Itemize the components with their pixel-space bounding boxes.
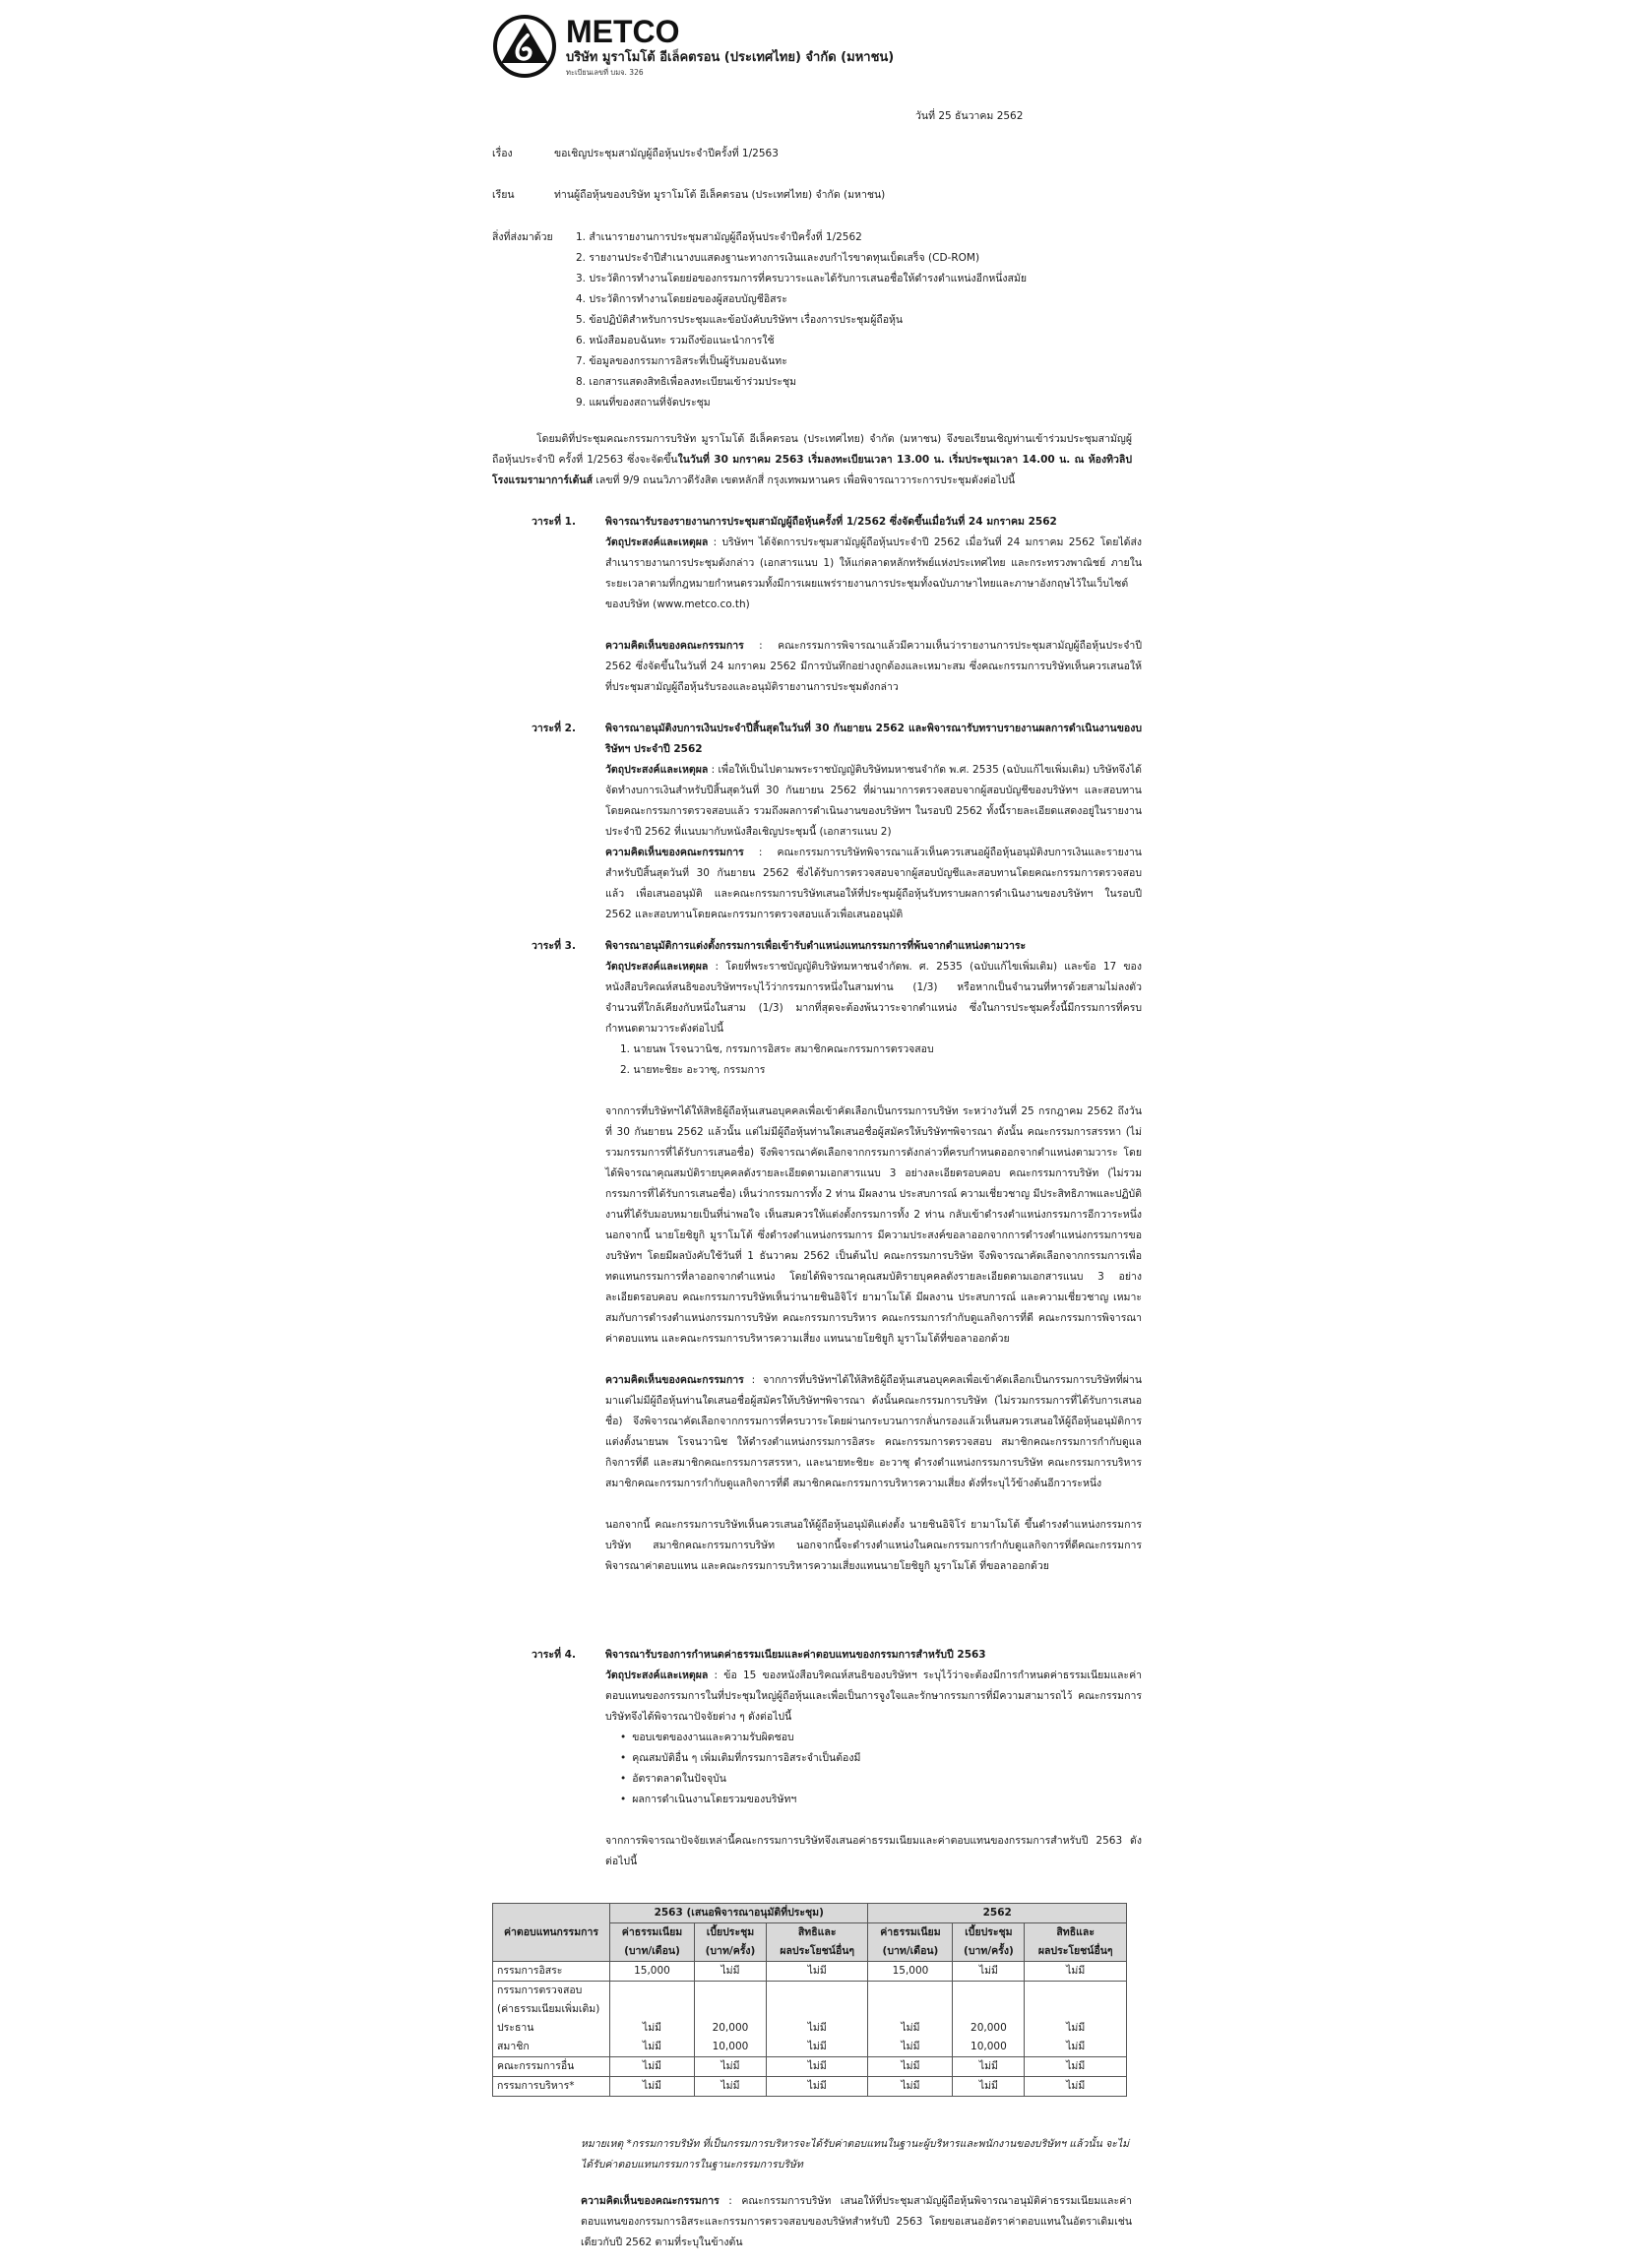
recipient-label: เรียน: [492, 189, 515, 201]
metco-logo-icon: [492, 14, 557, 79]
table-cell: ไม่มี: [694, 2077, 766, 2097]
table-row: [493, 2000, 1127, 2019]
agenda-opinion: [605, 1370, 1142, 1494]
table-cell: 15,000: [610, 1962, 695, 1982]
subject-label: เรื่อง: [492, 148, 513, 159]
agenda-title: พิจารณารับรองรายงานการประชุมสามัญผู้ถือหุ้นครั้งที่ 1/2562 ซึ่งจัดขึ้นเมื่อวันที่ 24 มกราคม 2562: [605, 516, 1057, 528]
enclosure-item: 1. สำเนารายงานการประชุมสามัญผู้ถือหุ้นประจำปีครั้งที่ 1/2562: [576, 231, 862, 243]
subject-value: ขอเชิญประชุมสามัญผู้ถือหุ้นประจำปีครั้งที่ 1/2563: [554, 148, 779, 159]
group-header-2562: 2562: [868, 1904, 1127, 1923]
column-header: สิทธิและ: [1025, 1923, 1127, 1943]
retiring-directors-list: [605, 1040, 1142, 1081]
enclosure-item: 7. ข้อมูลของกรรมการอิสระที่เป็นผู้รับมอบฉันทะ: [576, 355, 787, 367]
factor-item: • อัตราตลาดในปัจจุบัน: [620, 1769, 1142, 1790]
opinion-text: : คณะกรรมการบริษัทพิจารณาแล้วเห็นควรเสนอผู้ถือหุ้นอนุมัติงบการเงินและรายงานสำหรับปีสิ้นสุดวันที่ 30 กันยายน 2562 ซึ่งได้รับการตรวจสอบจากผู้สอบบัญชีและสอบทานโดยคณะกรรมการตรวจสอบแล้ว เพื่อเสนออนุมัติ และคณะกรรมการบริษัทเสนอให้ที่ประชุมผู้ถือหุ้นรับทราบผลการดำเนินงานของบริษัทฯ ในรอบปี 2562 และสอบทานโดยคณะกรรมการตรวจสอบแล้วเพื่อเสนออนุมัติ: [605, 847, 1142, 920]
table-cell: 20,000: [694, 2019, 766, 2038]
table-cell: 10,000: [694, 2038, 766, 2057]
column-header: ค่าธรรมเนียม: [868, 1923, 953, 1943]
table-cell: [694, 2000, 766, 2019]
row-label: คณะกรรมการอื่น: [493, 2057, 610, 2077]
agenda-objective: [605, 957, 1142, 1040]
agenda-opinion: [605, 636, 1142, 698]
column-header-unit: (บาท/ครั้ง): [953, 1942, 1025, 1962]
table-cell: ไม่มี: [1025, 1962, 1127, 1982]
row-label: กรรมการตรวจสอบ: [493, 1982, 610, 2001]
enclosure-item: 3. ประวัติการทำงานโดยย่อของกรรมการที่ครบวาระและได้รับการเสนอชื่อให้ดำรงตำแหน่งอีกหนึ่งสมัย: [576, 273, 1028, 284]
table-cell: 10,000: [953, 2038, 1025, 2057]
brand-name: METCO: [566, 14, 680, 49]
objective-text: : ข้อ 15 ของหนังสือบริคณห์สนธิของบริษัทฯ ระบุไว้ว่าจะต้องมีการกำหนดค่าธรรมเนียมและค่าตอบแทนของกรรมการในที่ประชุมใหญ่ผู้ถือหุ้นและเพื่อเป็นการจูงใจและรักษากรรมการที่มีความสามารถไว้ คณะกรรมการบริษัทจึงได้พิจารณาปัจจัยต่าง ๆ ดังต่อไปนี้: [605, 1670, 1142, 1723]
table-cell: ไม่มี: [1025, 2077, 1127, 2097]
enclosures-label: สิ่งที่ส่งมาด้วย: [492, 231, 553, 243]
table-row: [493, 2057, 1127, 2077]
column-header-unit: ผลประโยชน์อื่นๆ: [766, 1942, 868, 1962]
column-header: เบี้ยประชุม: [694, 1923, 766, 1943]
table-cell: [953, 2000, 1025, 2019]
table-cell: [1025, 1982, 1127, 2001]
agenda-detail: นอกจากนี้ คณะกรรมการบริษัทเห็นควรเสนอให้ผู้ถือหุ้นอนุมัติแต่งตั้ง นายชินอิจิโร่ ยามาโมโต้ ขึ้นดำรงตำแหน่งกรรมการบริษัท สมาชิกคณะกรรมการบริษัท นอกจากนี้จะดำรงตำแหน่งในคณะกรรมการกำกับดูแลกิจการที่ดีคณะกรรมการพิจารณาค่าตอบแทน และคณะกรรมการบริหารความเสี่ยงแทนนายโยชิยูกิ มูราโมโต้ ที่ขอลาออกด้วย: [605, 1519, 1142, 1572]
opinion-label: ความคิดเห็นของคณะกรรมการ: [581, 2195, 720, 2207]
objective-text: : โดยที่พระราชบัญญัติบริษัทมหาชนจำกัดพ. ศ. 2535 (ฉบับแก้ไขเพิ่มเติม) และข้อ 17 ของหนังสือบริคณห์สนธิของบริษัทฯระบุไว้ว่ากรรมการหนึ่งในสามท่าน (1/3) หรือหากเป็นจำนวนที่หารด้วยสามไม่ลงตัว จำนวนที่ใกล้เคียงกับหนึ่งในสาม (1/3) มากที่สุดจะต้องพ้นวาระจากตำแหน่ง ซึ่งในการประชุมครั้งนี้มีกรรมการที่ครบกำหนดตามวาระดังต่อไปนี้: [605, 961, 1142, 1035]
intro-text: โดยมติที่ประชุมคณะกรรมการบริษัท มูราโมโต้ อีเล็คตรอน (ประเทศไทย) จำกัด (มหาชน) จึงขอเรียนเชิญท่านเข้าร่วมประชุมสามัญผู้ถือหุ้นประจำปี ครั้งที่ 1/2563 ซึ่งจะจัดขึ้น: [492, 433, 1132, 466]
enclosure-item: 6. หนังสือมอบฉันทะ รวมถึงข้อแนะนำการใช้: [576, 335, 775, 346]
agenda-number: วาระที่ 2.: [532, 723, 576, 734]
enclosure-item: 5. ข้อปฏิบัติสำหรับการประชุมและข้อบังคับบริษัทฯ เรื่องการประชุมผู้ถือหุ้น: [576, 314, 904, 326]
agenda-number: วาระที่ 4.: [532, 1649, 576, 1661]
table-cell: ไม่มี: [694, 2057, 766, 2077]
table-cell: ไม่มี: [610, 2019, 695, 2038]
agenda-number: วาระที่ 1.: [532, 516, 576, 528]
table-row: [493, 2077, 1127, 2097]
company-name: บริษัท มูราโมโต้ อีเล็คตรอน (ประเทศไทย) จำกัด (มหาชน): [566, 50, 895, 65]
agenda-objective: [605, 1666, 1142, 1728]
column-header: ค่าธรรมเนียม: [610, 1923, 695, 1943]
row-label: สมาชิก: [493, 2038, 610, 2057]
table-cell: [766, 2000, 868, 2019]
factor-item: • ผลการดำเนินงานโดยรวมของบริษัทฯ: [620, 1790, 1142, 1810]
table-cell: ไม่มี: [610, 2038, 695, 2057]
agenda-detail: จากการที่บริษัทฯได้ให้สิทธิผู้ถือหุ้นเสนอบุคคลเพื่อเข้าคัดเลือกเป็นกรรมการบริษัท ระหว่างวันที่ 25 กรกฎาคม 2562 ถึงวันที่ 30 กันยายน 2562 แล้วนั้น แต่ไม่มีผู้ถือหุ้นท่านใดเสนอชื่อผู้สมัครให้บริษัทฯพิจารณา ดังนั้น คณะกรรมการสรรหา (ไม่รวมกรรมการที่ได้รับการเสนอชื่อ) จึงพิจารณาคัดเลือกจากกรรมการดังกล่าวที่ครบกำหนดออกจากตำแหน่งตามวาระ โดยได้พิจารณาคุณสมบัติรายบุคคลดังรายละเอียดตามเอกสารแนบ 3 อย่างละเอียดรอบคอบ คณะกรรมการบริษัท (ไม่รวมกรรมการที่ได้รับการเสนอชื่อ) เห็นว่ากรรมการทั้ง 2 ท่าน มีผลงาน ประสบการณ์ ความเชี่ยวชาญ มีประสิทธิภาพและปฏิบัติงานที่ได้รับมอบหมายเป็นที่น่าพอใจ เห็นสมควรให้แต่งตั้งกรรมการทั้ง 2 ท่าน กลับเข้าดำรงตำแหน่งกรรมการอีกวาระหนึ่ง นอกจากนี้ นายโยชิยูกิ มูราโมโต้ ซึ่งดำรงตำแหน่งกรรมการ มีความประสงค์ขอลาออกจากการดำรงตำแหน่งกรรมการของบริษัทฯ โดยมีผลบังคับใช้วันที่ 1 ธันวาคม 2562 เป็นต้นไป คณะกรรมการบริษัท จึงพิจารณาคัดเลือกจากกรรมการเพื่อทดแทนกรรมการที่ลาออกจากตำแหน่ง โดยได้พิจารณาคุณสมบัติรายบุคคลดังรายละเอียดตามเอกสารแนบ 3 อย่างละเอียดรอบคอบ คณะกรรมการบริษัทเห็นว่านายชินอิจิโร่ ยามาโมโต้ มีผลงาน ประสบการณ์ และความเชี่ยวชาญ เหมาะสมกับการดำรงตำแหน่งกรรมการบริษัท คณะกรรมการบริหาร คณะกรรมการกำกับดูแลกิจการที่ดี คณะกรรมการพิจารณาค่าตอบแทน และคณะกรรมการบริหารความเสี่ยง แทนนายโยชิยูกิ มูราโมโต้ที่ขอลาออกด้วย: [605, 1105, 1142, 1345]
director-fee-table: [492, 1903, 1127, 2097]
table-cell: [694, 1982, 766, 2001]
table-cell: ไม่มี: [766, 2057, 868, 2077]
agenda-number: วาระที่ 3.: [532, 940, 576, 952]
factor-item: • คุณสมบัติอื่น ๆ เพิ่มเติมที่กรรมการอิสระจำเป็นต้องมี: [620, 1748, 1142, 1769]
agenda-title: พิจารณารับรองการกำหนดค่าธรรมเนียมและค่าตอบแทนของกรรมการสำหรับปี 2563: [605, 1649, 986, 1661]
agenda-objective: [605, 533, 1142, 615]
table-row: [493, 1982, 1127, 2001]
letterhead: [492, 14, 1142, 83]
opinion-label: ความคิดเห็นของคณะกรรมการ: [605, 640, 744, 652]
recipient-value: ท่านผู้ถือหุ้นของบริษัท มูราโมโต้ อีเล็คตรอน (ประเทศไทย) จำกัด (มหาชน): [554, 189, 886, 201]
table-cell: 20,000: [953, 2019, 1025, 2038]
opinion-text: : คณะกรรมการบริษัท เสนอให้ที่ประชุมสามัญผู้ถือหุ้นพิจารณาอนุมัติค่าธรรมเนียมและค่าตอบแทนของกรรมการอิสระและกรรมการตรวจสอบของบริษัทสำหรับปี 2563 โดยขอเสนออัตราค่าตอบแทนในอัตราเดิมเช่นเดียวกับปี 2562 ตามที่ระบุในข้างต้น: [581, 2195, 1132, 2248]
enclosure-item: 8. เอกสารแสดงสิทธิเพื่อลงทะเบียนเข้าร่วมประชุม: [576, 376, 797, 388]
factor-item: • ขอบเขตของงานและความรับผิดชอบ: [620, 1728, 1142, 1748]
objective-text: : เพื่อให้เป็นไปตามพระราชบัญญัติบริษัทมหาชนจำกัด พ.ศ. 2535 (ฉบับแก้ไขเพิ่มเติม) บริษัทจึงได้จัดทำงบการเงินสำหรับปีสิ้นสุดวันที่ 30 กันยายน 2562 ที่ผ่านมาการตรวจสอบจากผู้สอบบัญชีของบริษัทฯ และสอบทานโดยคณะกรรมการตรวจสอบแล้ว รวมถึงผลการดำเนินงานของบริษัทฯ ในรอบปี 2562 ทั้งนี้รายละเอียดแสดงอยู่ในรายงานประจำปี 2562 ที่แนบมากับหนังสือเชิญประชุมนี้ (เอกสารแนบ 2): [605, 764, 1142, 838]
table-cell: ไม่มี: [868, 2077, 953, 2097]
intro-paragraph: [492, 429, 1132, 491]
table-cell: ไม่มี: [953, 1962, 1025, 1982]
objective-label: วัตถุประสงค์และเหตุผล: [605, 764, 709, 776]
opinion-text: : คณะกรรมการพิจารณาแล้วมีความเห็นว่ารายงานการประชุมสามัญผู้ถือหุ้นประจำปี 2562 ซึ่งจัดขึ้นในวันที่ 24 มกราคม 2562 มีการบันทึกอย่างถูกต้องและเหมาะสม ซึ่งคณะกรรมการบริษัทเห็นควรเสนอให้ที่ประชุมสามัญผู้ถือหุ้นรับรองและอนุมัติรายงานการประชุมดังกล่าว: [605, 640, 1142, 693]
table-cell: ไม่มี: [766, 2038, 868, 2057]
table-cell: [610, 1982, 695, 2001]
table-cell: [868, 2000, 953, 2019]
agenda-detail: จากการพิจารณาปัจจัยเหล่านี้คณะกรรมการบริษัทจึงเสนอค่าธรรมเนียมและค่าตอบแทนของกรรมการสำหรับปี 2563 ดังต่อไปนี้: [605, 1835, 1142, 1867]
table-row: [493, 2038, 1127, 2057]
table-cell: ไม่มี: [953, 2057, 1025, 2077]
objective-label: วัตถุประสงค์และเหตุผล: [605, 961, 709, 973]
row-label: (ค่าธรรมเนียมเพิ่มเติม): [493, 2000, 610, 2019]
opinion-label: ความคิดเห็นของคณะกรรมการ: [605, 847, 744, 858]
table-cell: ไม่มี: [868, 2057, 953, 2077]
column-header: เบี้ยประชุม: [953, 1923, 1025, 1943]
table-cell: [868, 1982, 953, 2001]
factors-list: [605, 1728, 1142, 1810]
table-cell: ไม่มี: [694, 1962, 766, 1982]
objective-text: : บริษัทฯ ได้จัดการประชุมสามัญผู้ถือหุ้นประจำปี 2562 เมื่อวันที่ 24 มกราคม 2562 โดยได้ส่งสำเนารายงานการประชุมดังกล่าว (เอกสารแนบ 1) ให้แก่ตลาดหลักทรัพย์แห่งประเทศไทย และกระทรวงพาณิชย์ ภายในระยะเวลาตามที่กฎหมายกำหนดรวมทั้งมีการเผยแพร่รายงานการประชุมทั้งฉบับภาษาไทยและภาษาอังกฤษไว้ในเว็บไซต์ของบริษัท (www.metco.co.th): [605, 536, 1142, 610]
table-header-row: [493, 1904, 1127, 1923]
table-cell: ไม่มี: [1025, 2038, 1127, 2057]
agenda-objective: [605, 760, 1142, 843]
column-header-unit: (บาท/ครั้ง): [694, 1942, 766, 1962]
table-cell: ไม่มี: [610, 2057, 695, 2077]
table-cell: [610, 2000, 695, 2019]
enclosure-item: 9. แผนที่ของสถานที่จัดประชุม: [576, 397, 711, 409]
column-header-unit: ผลประโยชน์อื่นๆ: [1025, 1942, 1127, 1962]
table-cell: ไม่มี: [1025, 2057, 1127, 2077]
opinion-label: ความคิดเห็นของคณะกรรมการ: [605, 1374, 744, 1386]
table-cell: ไม่มี: [953, 2077, 1025, 2097]
director-name: 2. นายทะชิยะ อะวาซุ, กรรมการ: [620, 1064, 766, 1076]
table-cell: ไม่มี: [868, 2019, 953, 2038]
table-cell: ไม่มี: [1025, 2019, 1127, 2038]
agenda-opinion: [581, 2191, 1132, 2253]
table-cell: ไม่มี: [766, 1962, 868, 1982]
agenda-title: พิจารณาอนุมัติงบการเงินประจำปีสิ้นสุดในวันที่ 30 กันยายน 2562 และพิจารณารับทราบรายงานผลการดำเนินงานของบริษัทฯ ประจำปี 2562: [605, 723, 1142, 755]
enclosure-item: 2. รายงานประจำปีสำเนางบแสดงฐานะทางการเงินและงบกำไรขาดทุนเบ็ดเสร็จ (CD-ROM): [576, 252, 980, 264]
row-label: ประธาน: [493, 2019, 610, 2038]
row-label: กรรมการอิสระ: [493, 1962, 610, 1982]
table-cell: ไม่มี: [766, 2019, 868, 2038]
agenda-opinion: [605, 843, 1142, 925]
table-row: [493, 1962, 1127, 1982]
table-cell: 15,000: [868, 1962, 953, 1982]
column-header-unit: (บาท/เดือน): [610, 1942, 695, 1962]
table-footnote: หมายเหตุ *กรรมการบริษัท ที่เป็นกรรมการบริหารจะได้รับค่าตอบแทนในฐานะผู้บริหารและพนักงานของบริษัทฯ แล้วนั้น จะไม่ได้รับค่าตอบแทนกรรมการในฐานะกรรมการบริษัท: [581, 2138, 1130, 2171]
table-cell: [953, 1982, 1025, 2001]
intro-text-end: เลขที่ 9/9 ถนนวิภาวดีรังสิต เขตหลักสี่ กรุงเทพมหานคร เพื่อพิจารณาวาระการประชุมดังต่อไปนี้: [592, 474, 1016, 486]
enclosure-item: 4. ประวัติการทำงานโดยย่อของผู้สอบบัญชีอิสระ: [576, 293, 787, 305]
director-name: 1. นายนพ โรจนวานิช, กรรมการอิสระ สมาชิกคณะกรรมการตรวจสอบ: [620, 1043, 934, 1055]
objective-label: วัตถุประสงค์และเหตุผล: [605, 536, 709, 548]
agenda-title: พิจารณาอนุมัติการแต่งตั้งกรรมการเพื่อเข้ารับตำแหน่งแทนกรรมการที่พ้นจากตำแหน่งตามวาระ: [605, 940, 1027, 952]
column-header-unit: (บาท/เดือน): [868, 1942, 953, 1962]
group-header-2563: 2563 (เสนอพิจารณาอนุมัติที่ประชุม): [610, 1904, 868, 1923]
opinion-text: : จากการที่บริษัทฯได้ให้สิทธิผู้ถือหุ้นเสนอบุคคลเพื่อเข้าคัดเลือกเป็นกรรมการบริษัทที่ผ่านมาแต่ไม่มีผู้ถือหุ้นท่านใดเสนอชื่อผู้สมัครให้บริษัทฯพิจารณา ดังนั้นคณะกรรมการบริษัท (ไม่รวมกรรมการที่ได้รับการเสนอชื่อ) จึงพิจารณาคัดเลือกจากกรรมการที่ครบวาระโดยผ่านกระบวนการกลั่นกรองแล้วเห็นสมควรเสนอให้ผู้ถือหุ้นอนุมัติการแต่งตั้งนายนพ โรจนวานิช ให้ดำรงตำแหน่งกรรมการอิสระ คณะกรรมการตรวจสอบ สมาชิกคณะกรรมการกำกับดูแลกิจการที่ดี และสมาชิกคณะกรรมการสรรหา, และนายทะชิยะ อะวาซุ ดำรงตำแหน่งกรรมการบริษัท คณะกรรมการบริหาร สมาชิกคณะกรรมการกำกับดูแลกิจการที่ดี สมาชิกคณะกรรมการบริหารความเสี่ยง ดังที่ระบุไว้ข้างต้นอีกวาระหนึ่ง: [605, 1374, 1142, 1489]
table-cell: ไม่มี: [868, 2038, 953, 2057]
objective-label: วัตถุประสงค์และเหตุผล: [605, 1670, 709, 1681]
column-header: สิทธิและ: [766, 1923, 868, 1943]
meeting-datetime-venue: ในวันที่ 30 มกราคม 2563 เริ่มลงทะเบียนเวลา 13.00 น. เริ่มประชุมเวลา 14.00 น. ณ ห้องทิวลิป โรงแรมรามาการ์เด้นส์: [492, 454, 1132, 486]
table-row: [493, 2019, 1127, 2038]
registration-number: ทะเบียนเลขที่ บมจ. 326: [566, 68, 644, 77]
enclosures-list: [576, 227, 1027, 413]
table-corner-header: ค่าตอบแทนกรรมการ: [493, 1904, 610, 1962]
table-cell: ไม่มี: [610, 2077, 695, 2097]
letter-date: วันที่ 25 ธันวาคม 2562: [915, 110, 1024, 122]
table-cell: [1025, 2000, 1127, 2019]
table-cell: ไม่มี: [766, 2077, 868, 2097]
table-cell: [766, 1982, 868, 2001]
row-label: กรรมการบริหาร*: [493, 2077, 610, 2097]
